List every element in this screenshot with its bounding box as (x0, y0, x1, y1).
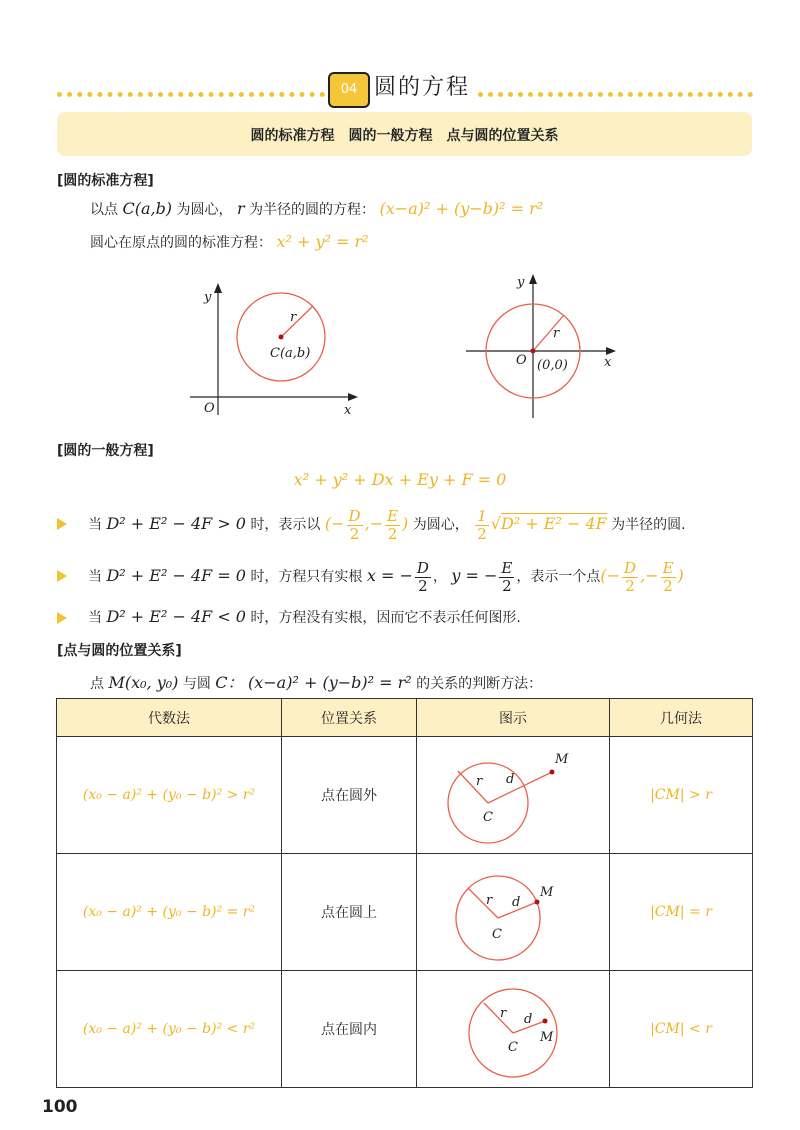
figure-point-inside (438, 973, 588, 1081)
radicand: D² + E² − 4F (500, 514, 607, 533)
point-close: ) (677, 566, 684, 585)
banner-text: 圆的标准方程 圆的一般方程 点与圆的位置关系 (250, 128, 559, 144)
fraction-d (347, 508, 363, 543)
text: ，表示一个点 (516, 569, 601, 585)
geometry-cell: |CM| > r (610, 737, 753, 854)
fig-c-label: C (508, 1040, 518, 1055)
fig-m-label: M (540, 1030, 554, 1045)
relation-cell: 点在圆上 (282, 854, 417, 971)
table-row (57, 737, 753, 854)
relation-cell: 点在圆内 (282, 971, 417, 1088)
position-relation-table (56, 698, 753, 1088)
algebra-cell: (x₀ − a)² + (y₀ − b)² = r² (57, 854, 282, 971)
fig-c-label: C (492, 927, 502, 942)
fig2-y-label: y (517, 275, 525, 290)
header-algebra: 代数法 (57, 699, 282, 737)
fraction-d (415, 560, 431, 595)
condition: D² + E² − 4F = 0 (106, 566, 246, 585)
den: 2 (477, 524, 487, 543)
den: 2 (349, 524, 360, 543)
standard-formula: (x−a)² + (y−b)² = r² (379, 199, 544, 218)
radius-symbol: r (236, 199, 245, 218)
origin-formula: x² + y² = r² (276, 232, 369, 251)
figure-circle-general-center (180, 275, 380, 425)
general-formula: x² + y² + Dx + Ey + F = 0 (293, 470, 507, 489)
center-point: C(a,b) (122, 199, 173, 218)
general-equation (0, 470, 800, 489)
bullet-triangle-icon (57, 612, 67, 624)
text: 与圆 (182, 676, 211, 692)
bullet-triangle-icon (57, 518, 67, 530)
point-sep: ,− (640, 566, 659, 585)
case-negative (88, 607, 521, 627)
fig-m-label: M (555, 752, 569, 767)
fig2-radius-label: r (553, 326, 560, 341)
header-dots-left (57, 92, 325, 97)
header-dots-right (478, 92, 753, 97)
fraction-e (661, 560, 676, 595)
den: 2 (387, 524, 398, 543)
fig2-x-label: x (604, 355, 612, 370)
topic-banner (57, 112, 752, 156)
num: E (501, 558, 513, 577)
fig1-origin-label: O (204, 401, 215, 416)
position-intro (90, 670, 542, 693)
text: 当 (88, 569, 102, 585)
origin-equation-line (90, 232, 369, 252)
text: 时，方程只有实根 (250, 569, 363, 585)
text: 为半径的圆的方程： (249, 202, 376, 218)
text: 圆心在原点的圆的标准方程： (90, 235, 272, 251)
circle-c: C： (215, 673, 244, 692)
fig1-center-label: C(a,b) (270, 346, 311, 361)
x-equation: x = − (366, 566, 413, 585)
text: 点 (90, 676, 104, 692)
den: 2 (625, 576, 635, 595)
text: 为圆心， (176, 202, 233, 218)
chapter-number-badge: 04 (328, 72, 370, 108)
section-title-general: [圆的一般方程] (57, 443, 154, 459)
center-sep: ,− (364, 514, 384, 533)
figure-cell (417, 971, 610, 1088)
fig-m-label: M (540, 885, 554, 900)
fraction-e (499, 560, 514, 595)
section-title-standard: [圆的标准方程] (57, 173, 154, 189)
text: 的关系的判断方法： (416, 676, 543, 692)
den: 2 (663, 576, 673, 595)
relation-cell: 点在圆外 (282, 737, 417, 854)
center-open: (− (324, 514, 345, 533)
den: 2 (418, 576, 428, 595)
fraction-e (385, 508, 400, 543)
geometry-cell: |CM| < r (610, 971, 753, 1088)
header-geometry: 几何法 (610, 699, 753, 737)
fig-r-label: r (486, 893, 493, 908)
algebra-cell: (x₀ − a)² + (y₀ − b)² < r² (57, 971, 282, 1088)
figure-cell (417, 854, 610, 971)
header-figure: 图示 (417, 699, 610, 737)
num: D (348, 506, 361, 525)
text: 为圆心， (412, 517, 469, 533)
point-m: M(x₀, y₀) (108, 673, 179, 692)
fraction-half (475, 508, 489, 543)
condition: D² + E² − 4F < 0 (106, 607, 246, 626)
condition: D² + E² − 4F > 0 (106, 514, 246, 533)
num: D (416, 558, 429, 577)
text: 为半径的圆. (611, 517, 686, 533)
table-row (57, 854, 753, 971)
num: 1 (477, 506, 487, 525)
fig-r-label: r (476, 774, 483, 789)
case-zero (88, 554, 684, 599)
fig1-radius-label: r (290, 310, 297, 325)
text: 时，表示以 (250, 517, 321, 533)
den: 2 (502, 576, 512, 595)
text: 当 (88, 610, 102, 626)
fig-r-label: r (500, 1006, 507, 1021)
sqrt-icon: √ (490, 514, 501, 533)
text: 以点 (90, 202, 118, 218)
header-relation: 位置关系 (282, 699, 417, 737)
fraction-d (622, 560, 638, 595)
table-header-row (57, 699, 753, 737)
chapter-title: 圆的方程 (374, 75, 471, 100)
center-close: ) (402, 514, 409, 533)
fig2-origin-label: O (516, 353, 527, 368)
fig-c-label: C (483, 810, 493, 825)
text: 时，方程没有实根，因而它不表示任何图形. (250, 610, 521, 626)
circle-equation: (x−a)² + (y−b)² = r² (248, 673, 412, 692)
fig2-center-label: (0,0) (537, 358, 568, 373)
fig1-x-label: x (344, 403, 352, 418)
page-number: 100 (42, 1097, 78, 1117)
num: E (387, 506, 399, 525)
case-positive (88, 502, 686, 547)
figure-point-outside (438, 739, 588, 847)
num: D (624, 558, 637, 577)
point-open: (− (600, 566, 621, 585)
bullet-triangle-icon (57, 570, 67, 582)
algebra-cell: (x₀ − a)² + (y₀ − b)² > r² (57, 737, 282, 854)
fig1-y-label: y (204, 290, 212, 305)
standard-equation-line (90, 199, 543, 219)
text: ， (432, 569, 447, 585)
text: 当 (88, 517, 102, 533)
figure-circle-origin-center (460, 268, 630, 428)
figure-point-on (438, 856, 588, 964)
geometry-cell: |CM| = r (610, 854, 753, 971)
fig-d-label: d (524, 1012, 533, 1027)
fig-d-label: d (512, 895, 521, 910)
figure-cell (417, 737, 610, 854)
y-equation: y = − (451, 566, 498, 585)
table-row (57, 971, 753, 1088)
section-title-position: [点与圆的位置关系] (57, 643, 182, 659)
fig-d-label: d (506, 772, 515, 787)
num: E (662, 558, 674, 577)
